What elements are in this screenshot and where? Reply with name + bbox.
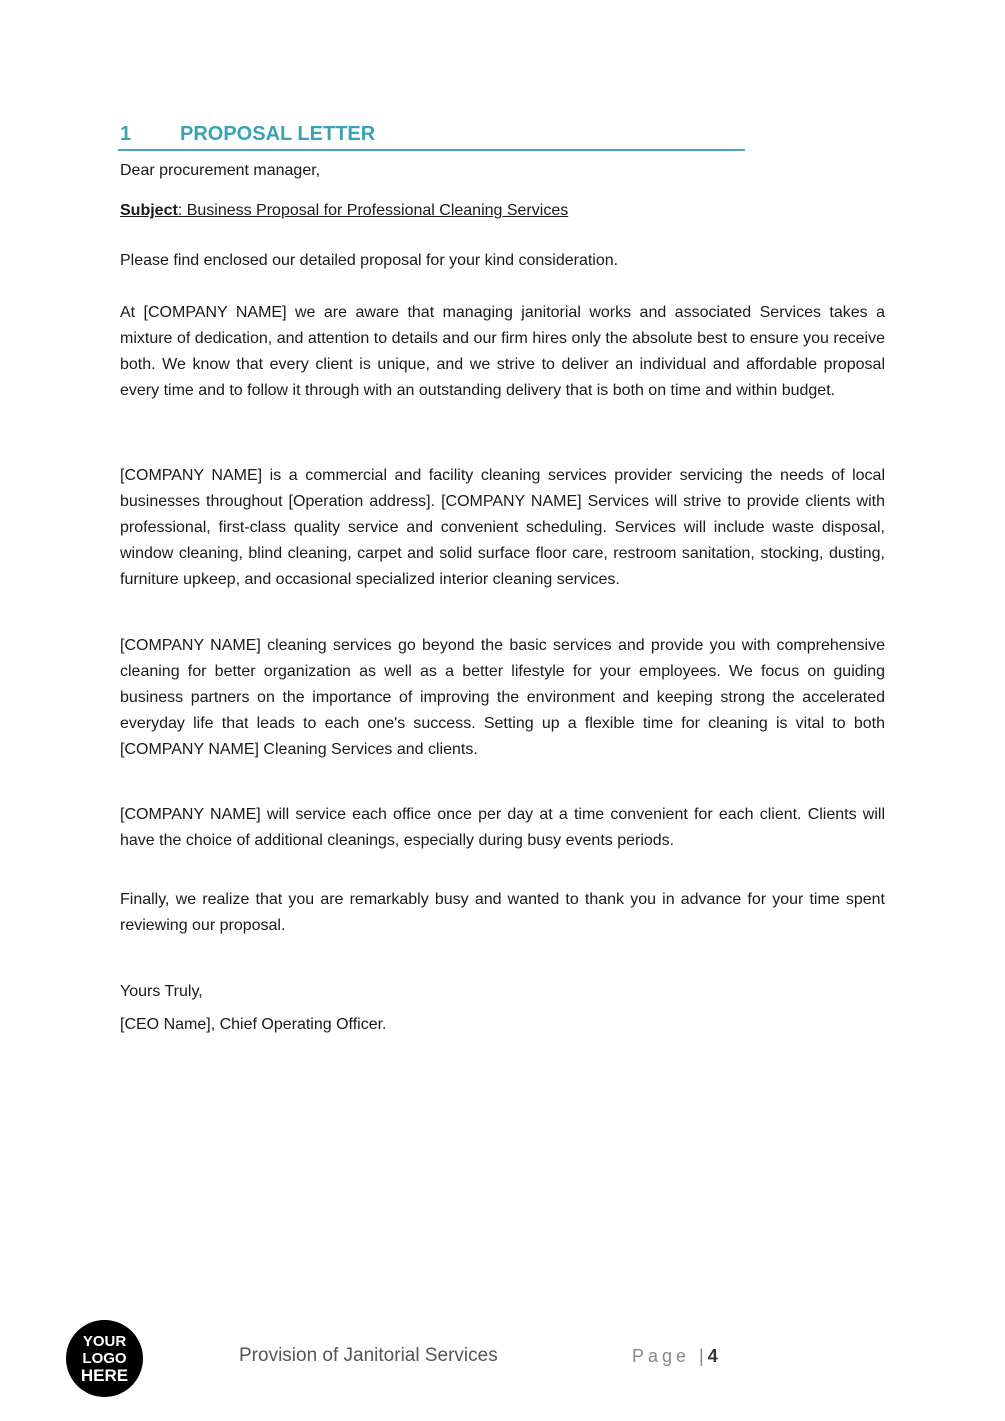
paragraph-intro: Please find enclosed our detailed proposal for your kind consideration. (120, 252, 619, 269)
logo-line: YOUR (82, 1333, 127, 1350)
page-label: Page | (632, 1346, 708, 1366)
section-number: 1 (120, 123, 132, 145)
logo-line: LOGO (82, 1350, 127, 1367)
section-heading (118, 121, 745, 151)
logo-line: HERE (80, 1366, 129, 1385)
company-logo (66, 1320, 143, 1397)
closing: Yours Truly, (120, 983, 203, 1000)
paragraph-awareness: At [COMPANY NAME] we are aware that managing janitorial works and associated Services takes a mixture of dedication, and attention to details and our firm hires only the absolute best to ensure you receive both. We know that every client is unique, and we strive to deliver an individual and affordable proposal every time and to follow it through with an outstanding delivery that is both on time and within budget. (120, 304, 885, 399)
signature: [CEO Name], Chief Operating Officer. (120, 1016, 387, 1033)
subject-line (120, 198, 885, 224)
subject-label: Subject (120, 202, 178, 219)
paragraph-schedule: [COMPANY NAME] will service each office once per day at a time convenient for each client. Clients will have the choice of additional cleanings, especially during busy events periods. (120, 806, 885, 849)
paragraph-company: [COMPANY NAME] is a commercial and facility cleaning services provider servicing the needs of local businesses throughout [Operation address]. [COMPANY NAME] Services will strive to provide clients with professional, first-class quality service and convenient scheduling. Services will include waste disposal, window cleaning, blind cleaning, carpet and solid surface floor care, restroom sanitation, stocking, dusting, furniture upkeep, and occasional specialized interior cleaning services. (120, 467, 885, 588)
paragraph-services: [COMPANY NAME] cleaning services go beyond the basic services and provide you with comprehensive cleaning for better organization as well as a better lifestyle for your employees. We focus on guiding business partners on the importance of improving the environment and keeping strong the accelerated everyday life that leads to each one's success. Setting up a flexible time for cleaning is vital to both [COMPANY NAME] Cleaning Services and clients. (120, 637, 885, 758)
salutation: Dear procurement manager, (120, 162, 321, 179)
paragraph-thanks: Finally, we realize that you are remarkably busy and wanted to thank you in advance for your time spent reviewing our proposal. (120, 891, 885, 934)
footer-document-title: Provision of Janitorial Services (239, 1345, 498, 1366)
subject-text: : Business Proposal for Professional Cleaning Services (177, 202, 569, 219)
section-title: PROPOSAL LETTER (180, 123, 376, 145)
footer-page-number (632, 1346, 718, 1367)
page-number: 4 (707, 1346, 718, 1366)
